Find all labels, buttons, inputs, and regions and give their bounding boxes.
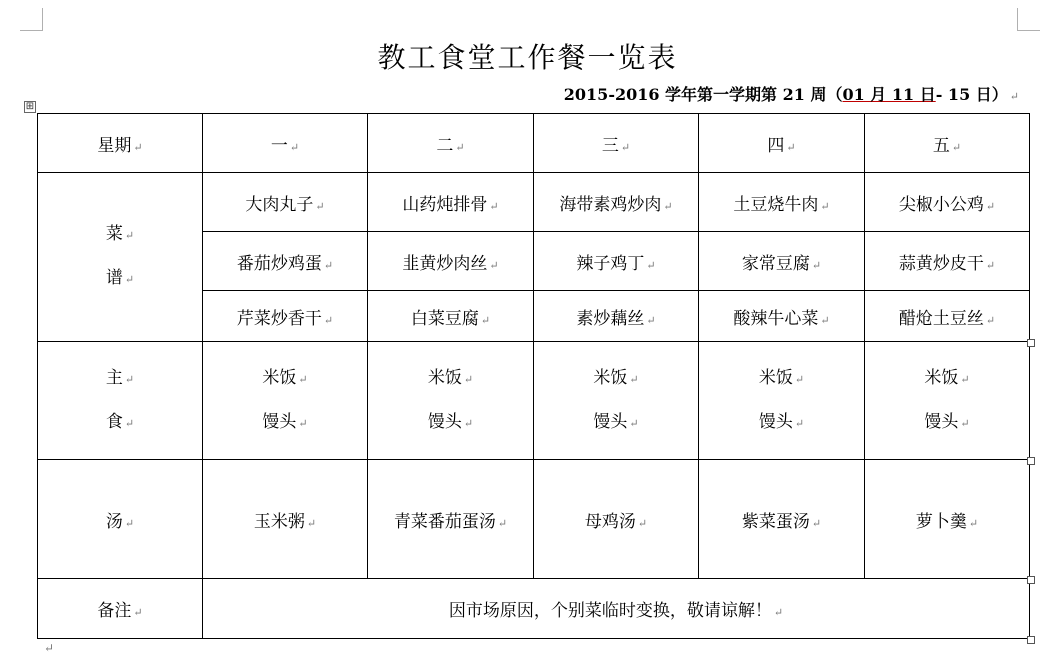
row-end-marker-icon [1027,339,1035,347]
dish-cell[interactable]: 海带素鸡炒肉 ↵ [534,173,699,232]
soup-cell[interactable]: 紫菜蛋汤 ↵ [699,460,865,579]
remarks-text-cell[interactable]: 因市场原因，个别菜临时变换，敬请谅解！ ↵ [203,579,1030,639]
paragraph-mark-icon: ↵ [1009,90,1019,103]
title-text: 教工食堂工作餐一览表 [377,41,678,74]
dish-cell[interactable]: 醋炝土豆丝 ↵ [865,291,1030,342]
day-cell[interactable]: 五 ↵ [865,114,1030,173]
staple-cell[interactable]: 米饭 ↵ 馒头 ↵ [368,342,534,460]
dish-cell[interactable]: 番茄炒鸡蛋 ↵ [203,232,368,291]
weekday-header-cell[interactable]: 星期 ↵ [38,114,203,173]
staple-cell[interactable]: 米饭 ↵ 馒头 ↵ [865,342,1030,460]
table-move-handle-icon[interactable]: ⊞ [25,101,35,112]
dish-cell[interactable]: 山药炖排骨 ↵ [368,173,534,232]
staple-row [38,342,1030,460]
soup-cell[interactable]: 青菜番茄蛋汤 ↵ [368,460,534,579]
dishes-label-cell[interactable]: 菜 ↵ 谱 ↵ [38,173,203,342]
dish-cell[interactable]: 芹菜炒香干 ↵ [203,291,368,342]
dish-cell[interactable]: 酸辣牛心菜 ↵ [699,291,865,342]
day-cell[interactable]: 一 ↵ [203,114,368,173]
dish-cell[interactable]: 土豆烧牛肉 ↵ [699,173,865,232]
row-end-marker-icon [1027,576,1035,584]
soup-cell[interactable]: 母鸡汤 ↵ [534,460,699,579]
staple-cell[interactable]: 米饭 ↵ 馒头 ↵ [699,342,865,460]
dish-cell[interactable]: 大肉丸子 ↵ [203,173,368,232]
dish-cell[interactable]: 白菜豆腐 ↵ [368,291,534,342]
dish-cell[interactable]: 蒜黄炒皮干 ↵ [865,232,1030,291]
remarks-label-cell[interactable]: 备注 ↵ [38,579,203,639]
dish-cell[interactable]: 家常豆腐 ↵ [699,232,865,291]
document-title [0,36,1055,76]
staple-label-cell[interactable]: 主 ↵ 食 ↵ [38,342,203,460]
day-cell[interactable]: 三 ↵ [534,114,699,173]
soup-label-cell[interactable]: 汤 ↵ [38,460,203,579]
staple-cell[interactable]: 米饭 ↵ 馒头 ↵ [534,342,699,460]
dish-cell[interactable]: 素炒藕丝 ↵ [534,291,699,342]
staple-cell[interactable]: 米饭 ↵ 馒头 ↵ [203,342,368,460]
soup-cell[interactable]: 萝卜羹 ↵ [865,460,1030,579]
day-cell[interactable]: 四 ↵ [699,114,865,173]
row-end-marker-icon [1027,457,1035,465]
dish-row [38,173,1030,232]
soup-cell[interactable]: 玉米粥 ↵ [203,460,368,579]
subtitle-date: 01 月 11 日 [842,85,936,104]
subtitle-prefix: 2015-2016 学年第一学期第 21 周（ [563,85,843,104]
header-row [38,114,1030,173]
dish-cell[interactable]: 辣子鸡丁 ↵ [534,232,699,291]
day-cell[interactable]: 二 ↵ [368,114,534,173]
table-resize-handle-icon[interactable] [1027,636,1035,644]
subtitle-suffix: - 15 日） [935,85,1008,104]
dish-cell[interactable]: 韭黄炒肉丝 ↵ [368,232,534,291]
menu-table [37,113,1030,639]
crop-mark-top-right [1017,8,1040,31]
soup-row [38,460,1030,579]
trailing-paragraph-mark-icon: ↵ [44,641,55,655]
week-subtitle [564,82,1019,105]
remarks-row [38,579,1030,639]
crop-mark-top-left [20,8,43,31]
dish-cell[interactable]: 尖椒小公鸡 ↵ [865,173,1030,232]
